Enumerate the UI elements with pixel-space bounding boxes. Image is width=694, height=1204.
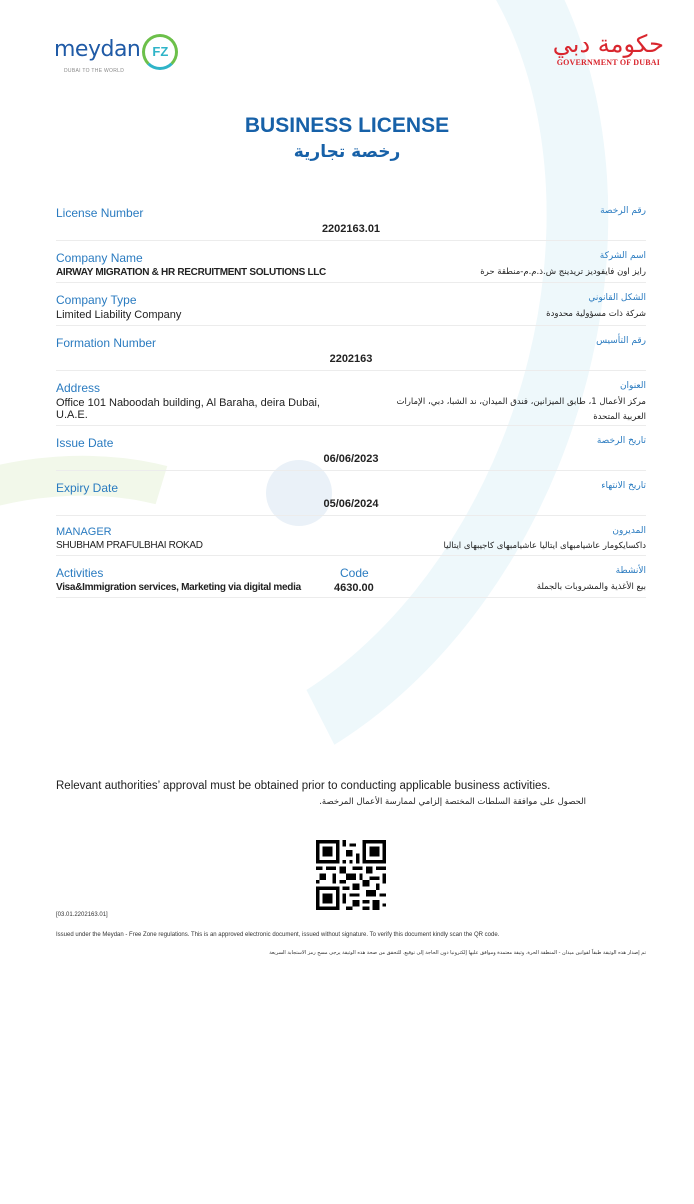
value-ar-line2: العربية المتحدة: [593, 412, 646, 422]
field-expiry-date: [56, 481, 646, 516]
value-ar: بيع الأغذية والمشروبات بالجملة: [536, 582, 646, 592]
label-ar: الشكل القانوني: [588, 293, 646, 303]
label-en: MANAGER: [56, 526, 112, 538]
label-en: Company Name: [56, 251, 143, 265]
value-ar-line1: مركز الأعمال 1، طابق الميزانين، فندق الميدان، ند الشبا، دبي، الإمارات: [396, 397, 646, 407]
document-title: [0, 114, 694, 162]
value-en: Visa&Immigration services, Marketing via digital media: [56, 582, 301, 593]
label-ar: رقم الرخصة: [600, 206, 646, 216]
label-en: Formation Number: [56, 336, 157, 350]
field-address: [56, 381, 646, 426]
gov-logo-english: GOVERNMENT OF DUBAI: [556, 58, 661, 67]
field-license-number: [56, 206, 646, 241]
label-ar: رقم التأسيس: [596, 336, 646, 346]
document-reference: [03.01.2202163.01]: [56, 912, 108, 918]
issued-statement-english: Issued under the Meydan - Free Zone regulations. This is an approved electronic document, issued without signature. To verify this document kindly scan the QR code.: [56, 932, 500, 938]
value-en-line2: U.A.E.: [56, 409, 88, 421]
label-ar: تاريخ الانتهاء: [601, 481, 646, 491]
value-ar: شركة ذات مسؤولية محدودة: [546, 309, 646, 319]
notice-arabic: الحصول على موافقة السلطات المختصة إلزامي لممارسة الأعمال المرخصة.: [319, 797, 586, 807]
value: 06/06/2023: [323, 453, 379, 465]
government-of-dubai-logo: [553, 30, 664, 67]
value: 2202163: [329, 353, 373, 365]
field-issue-date: [56, 436, 646, 471]
label-en: Issue Date: [56, 436, 114, 450]
label-en: Expiry Date: [56, 481, 119, 495]
gov-logo-arabic: حكومة دبي: [552, 30, 664, 58]
value: 2202163.01: [321, 223, 381, 235]
qr-code-icon[interactable]: [316, 840, 386, 910]
label-ar: العنوان: [619, 381, 646, 391]
label-en: Activities: [56, 566, 104, 580]
field-manager: [56, 526, 646, 556]
title-arabic: رخصة تجارية: [293, 142, 401, 162]
approval-notice: [56, 780, 646, 807]
value-en: Limited Liability Company: [56, 309, 182, 321]
value-en: AIRWAY MIGRATION & HR RECRUITMENT SOLUTIONS LLC: [56, 267, 326, 278]
title-english: BUSINESS LICENSE: [244, 114, 450, 137]
code-label: Code: [340, 566, 369, 580]
field-company-type: [56, 293, 646, 326]
label-ar: تاريخ الرخصة: [596, 436, 646, 446]
notice-english: Relevant authorities’ approval must be obtained prior to conducting applicable business activities.: [56, 780, 551, 792]
license-fields: [56, 206, 646, 608]
label-ar: اسم الشركة: [599, 251, 646, 261]
field-formation-number: [56, 336, 646, 371]
value-en-line1: Office 101 Naboodah building, Al Baraha, deira Dubai,: [56, 397, 320, 409]
meydan-logo-word: meydan: [54, 37, 141, 63]
field-activities: [56, 566, 646, 598]
value-en: SHUBHAM PRAFULBHAI ROKAD: [56, 540, 203, 551]
fz-badge-icon: FZ: [142, 34, 178, 70]
code-value: 4630.00: [334, 582, 374, 594]
value-ar: رايز اون فايفوديز تريدينج ش.ذ.م.م-منطقة حرة: [480, 267, 646, 277]
field-company-name: [56, 251, 646, 283]
label-en: Address: [56, 381, 101, 395]
label-en: Company Type: [56, 293, 137, 307]
issued-statement-arabic: تم إصدار هذه الوثيقة طبقاً لقوانين ميدان - المنطقة الحرة. وثيقة معتمدة وموافق عليها إلكترونيا دون الحاجة إلى توقيع. للتحقق من صحة هذه الوثيقة يرجى مسح رمز الاستجابة السريعة: [269, 950, 646, 956]
meydan-tagline: DUBAI TO THE WORLD: [64, 68, 125, 74]
meydan-fz-logo: [54, 34, 178, 74]
label-ar: المديرون: [612, 526, 646, 536]
value-ar: داكسايكومار عاشيامبهاى ايتاليا عاشيامبهاى كاجيبهاى ايتاليا: [443, 541, 646, 551]
value: 05/06/2024: [323, 498, 379, 510]
label-ar: الأنشطة: [615, 566, 646, 576]
label-en: License Number: [56, 206, 144, 220]
